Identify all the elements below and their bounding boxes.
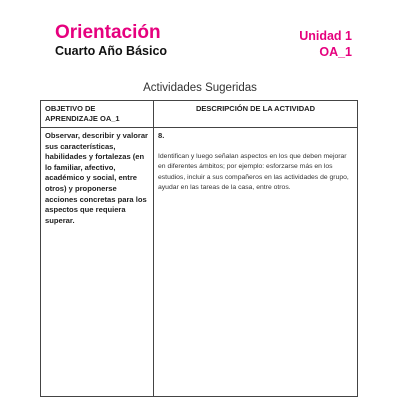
objective-code: OA_1 xyxy=(319,45,352,59)
objective-column-header: OBJETIVO DE APRENDIZAJE OA_1 xyxy=(41,101,154,128)
description-column-header: DESCRIPCIÓN DE LA ACTIVIDAD xyxy=(154,101,358,128)
activity-description: Identifican y luego señalan aspectos en los que deben mejorar en diferentes ámbitos; por ejemplo: esforzarse más en los estudios, incluir a sus compañeros en las actividades de grupo, ayudar en las tareas de la casa, entre otros. xyxy=(158,153,349,192)
activity-number: 8. xyxy=(158,131,165,140)
section-title: Actividades Sugeridas xyxy=(143,82,257,94)
activities-table xyxy=(40,100,358,397)
objective-cell xyxy=(41,128,154,397)
table-header-row xyxy=(41,101,358,128)
page-title: Orientación xyxy=(55,22,161,43)
unit-block xyxy=(299,28,352,60)
unit-label: Unidad 1 xyxy=(299,29,352,43)
course-subtitle: Cuarto Año Básico xyxy=(55,44,168,58)
table-row xyxy=(41,128,358,397)
activity-cell xyxy=(154,128,358,397)
objective-text: Observar, describir y valorar sus características, habilidades y fortalezas (en lo familiar, afectivo, académico y social, entre otros) y proponerse acciones concretas para los aspectos que requiera superar. xyxy=(45,131,148,225)
